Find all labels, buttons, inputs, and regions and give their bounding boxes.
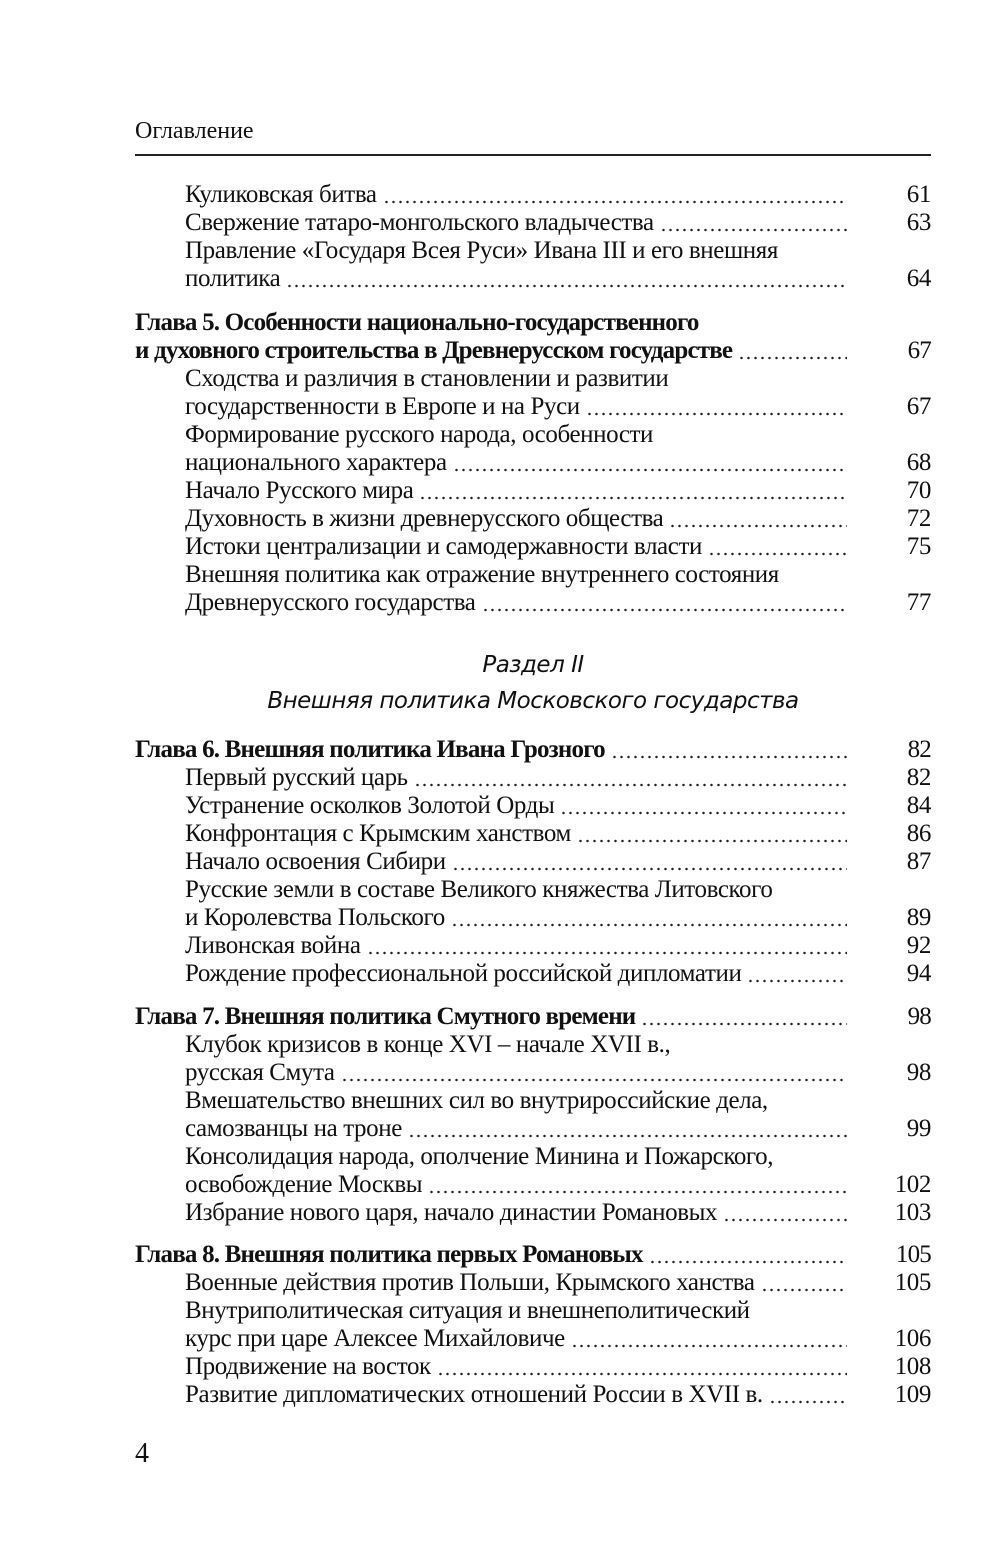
toc-line xyxy=(135,337,931,365)
toc-entry[interactable] xyxy=(135,1143,931,1199)
dot-leader xyxy=(286,284,847,288)
toc-page-number: 70 xyxy=(906,477,931,504)
toc-entry-title: Начало освоения Сибири xyxy=(185,848,446,875)
toc-entry[interactable] xyxy=(135,1269,931,1297)
dot-leader xyxy=(341,1078,847,1082)
toc-line xyxy=(135,477,931,505)
toc-page-number: 86 xyxy=(906,820,931,847)
dot-leader xyxy=(649,1260,847,1264)
dot-leader xyxy=(383,200,847,204)
dot-leader xyxy=(641,1022,847,1026)
toc-line xyxy=(135,848,931,876)
toc-entry[interactable] xyxy=(135,1381,931,1409)
section-title: Раздел II xyxy=(482,652,584,678)
toc-line xyxy=(135,589,931,617)
toc-entry-title: Продвижение на восток xyxy=(185,1353,431,1380)
toc-line xyxy=(135,1199,931,1227)
toc-entry-title: и духовного строительства в Древнерусском государстве xyxy=(135,337,733,364)
toc-line xyxy=(135,736,931,764)
toc-page-number: 98 xyxy=(907,1003,931,1030)
toc-entry-title: Свержение татаро-монгольского владычества xyxy=(185,209,654,236)
toc-entry-title: Ливонская война xyxy=(185,932,361,959)
toc-line xyxy=(135,209,931,237)
dot-leader xyxy=(577,839,847,843)
page-number: 4 xyxy=(135,1438,149,1469)
header-rule xyxy=(135,154,931,156)
toc-page-number: 82 xyxy=(906,764,931,791)
toc-chapter-entry[interactable] xyxy=(135,309,931,365)
toc-line: Вмешательство внешних сил во внутрироссийские дела, xyxy=(185,1087,768,1114)
toc-line: Правление «Государя Всея Руси» Ивана III и его внешняя xyxy=(185,237,778,264)
dot-leader xyxy=(560,811,847,815)
toc-entry-title: Конфронтация с Крымским ханством xyxy=(185,820,571,847)
toc-entry-title: Развитие дипломатических отношений России в XVII в. xyxy=(185,1381,763,1408)
toc-page-number: 94 xyxy=(906,960,931,987)
toc-page-number: 67 xyxy=(907,337,931,364)
toc-entry[interactable] xyxy=(135,1087,931,1143)
toc-page-number: 61 xyxy=(906,181,931,208)
dot-leader xyxy=(660,228,847,232)
toc-group-chapter-8 xyxy=(135,1241,931,1409)
toc-line xyxy=(135,265,931,293)
toc-page-number: 89 xyxy=(906,904,931,931)
dot-leader xyxy=(482,608,847,612)
toc-page-number: 103 xyxy=(894,1199,931,1226)
toc-line xyxy=(135,393,931,421)
toc-entry-title: Куликовская битва xyxy=(185,181,377,208)
toc-page-number: 77 xyxy=(906,589,931,616)
toc-line: Сходства и различия в становлении и развитии xyxy=(185,365,669,392)
dot-leader xyxy=(419,496,847,500)
toc-line xyxy=(135,932,931,960)
toc-line: Внутриполитическая ситуация и внешнеполитический xyxy=(185,1297,750,1324)
toc-page-number: 75 xyxy=(906,533,931,560)
toc-entry-title: Истоки централизации и самодержавности власти xyxy=(185,533,702,560)
toc-entry[interactable] xyxy=(135,792,931,820)
toc-chapter-entry[interactable] xyxy=(135,1241,931,1269)
dot-leader xyxy=(451,923,847,927)
toc-entry-title: Первый русский царь xyxy=(185,764,408,791)
dot-leader xyxy=(738,356,847,360)
toc-group-chapter-7 xyxy=(135,1003,931,1227)
toc-line xyxy=(135,1003,931,1031)
dot-leader xyxy=(669,524,847,528)
dot-leader xyxy=(408,1134,847,1138)
toc-page-number: 98 xyxy=(906,1059,931,1086)
toc-line xyxy=(135,1353,931,1381)
toc-chapter-entry[interactable] xyxy=(135,736,931,764)
toc-entry-title: Древнерусского государства xyxy=(185,589,476,616)
toc-entry[interactable] xyxy=(135,181,931,209)
toc-line xyxy=(135,449,931,477)
toc-line xyxy=(135,1059,931,1087)
section-subtitle: Внешняя политика Московского государства xyxy=(267,688,799,714)
toc-entry[interactable] xyxy=(135,764,931,792)
toc-entry-title: национального характера xyxy=(185,449,447,476)
toc-entry-title: Военные действия против Польши, Крымского ханства xyxy=(185,1269,755,1296)
toc-entry[interactable] xyxy=(135,1199,931,1227)
toc-line xyxy=(135,533,931,561)
toc-entry-title: государственности в Европе и на Руси xyxy=(185,393,580,420)
toc-line: Формирование русского народа, особенности xyxy=(185,421,654,448)
toc-entry-title: Глава 8. Внешняя политика первых Романовых xyxy=(135,1241,643,1268)
toc-line xyxy=(135,904,931,932)
toc-line xyxy=(135,1325,931,1353)
toc-page-number: 102 xyxy=(894,1171,931,1198)
toc-line xyxy=(135,1115,931,1143)
toc-page-number: 68 xyxy=(906,449,931,476)
toc-entry[interactable] xyxy=(135,1031,931,1087)
toc-page-number: 108 xyxy=(894,1353,931,1380)
dot-leader xyxy=(723,1218,847,1222)
dot-leader xyxy=(452,867,847,871)
toc-entry[interactable] xyxy=(135,1297,931,1353)
toc-line: Глава 5. Особенности национально-государственного xyxy=(135,309,699,336)
toc-entry[interactable] xyxy=(135,960,931,988)
toc-entry[interactable] xyxy=(135,477,931,505)
toc-chapter-entry[interactable] xyxy=(135,1003,931,1031)
toc-entry[interactable] xyxy=(135,237,931,293)
toc-page-number: 99 xyxy=(906,1115,931,1142)
dot-leader xyxy=(611,755,847,759)
toc-page-number: 82 xyxy=(907,736,931,763)
toc-line xyxy=(135,1381,931,1409)
toc-page-number: 106 xyxy=(894,1325,931,1352)
toc-entry-title: Устранение осколков Золотой Орды xyxy=(185,792,555,819)
toc-entry-title: Глава 7. Внешняя политика Смутного времени xyxy=(135,1003,636,1030)
toc-entry-title: освобождение Москвы xyxy=(185,1171,423,1198)
toc-entry[interactable] xyxy=(135,365,931,421)
toc-line xyxy=(135,764,931,792)
dot-leader xyxy=(769,1400,847,1404)
toc-entry-title: политика xyxy=(185,265,281,292)
toc-line: Клубок кризисов в конце XVI – начале XVII в., xyxy=(185,1031,671,1058)
toc-page-number: 84 xyxy=(906,792,931,819)
toc-entry-title: самозванцы на троне xyxy=(185,1115,402,1142)
toc-page-number: 105 xyxy=(895,1241,931,1268)
toc-entry-title: Начало Русского мира xyxy=(185,477,414,504)
toc-entry-title: и Королевства Польского xyxy=(185,904,445,931)
toc-entry[interactable] xyxy=(135,848,931,876)
dot-leader xyxy=(747,979,847,983)
toc-line xyxy=(135,1241,931,1269)
dot-leader xyxy=(571,1344,847,1348)
dot-leader xyxy=(453,468,847,472)
toc-entry-title: Духовность в жизни древнерусского общества xyxy=(185,505,664,532)
toc-page-number: 92 xyxy=(906,932,931,959)
toc-page-number: 87 xyxy=(906,848,931,875)
toc-line xyxy=(135,1171,931,1199)
toc-page-number: 105 xyxy=(894,1269,931,1296)
toc-line xyxy=(135,960,931,988)
toc-line: Консолидация народа, ополчение Минина и Пожарского, xyxy=(185,1143,774,1170)
toc-entry[interactable] xyxy=(135,561,931,617)
dot-leader xyxy=(367,951,847,955)
toc-entry[interactable] xyxy=(135,421,931,477)
toc-page-number: 64 xyxy=(906,265,931,292)
toc-page-number: 67 xyxy=(906,393,931,420)
toc-entry-title: Избрание нового царя, начало династии Романовых xyxy=(185,1199,718,1226)
toc-entry-title: курс при царе Алексее Михайловиче xyxy=(185,1325,565,1352)
toc-entry[interactable] xyxy=(135,209,931,237)
toc-line xyxy=(135,1269,931,1297)
toc-line xyxy=(135,181,931,209)
dot-leader xyxy=(761,1288,847,1292)
toc-line xyxy=(135,505,931,533)
toc-entry[interactable] xyxy=(135,820,931,848)
toc-entry-title: Глава 6. Внешняя политика Ивана Грозного xyxy=(135,736,605,763)
toc-entry[interactable] xyxy=(135,1353,931,1381)
toc-group xyxy=(135,181,931,293)
running-head: Оглавление xyxy=(135,118,254,144)
toc-page-number: 72 xyxy=(906,505,931,532)
toc-entry[interactable] xyxy=(135,533,931,561)
toc-line xyxy=(135,792,931,820)
dot-leader xyxy=(414,783,847,787)
dot-leader xyxy=(428,1190,847,1194)
dot-leader xyxy=(437,1372,847,1376)
toc-page-number: 63 xyxy=(906,209,931,236)
toc-line xyxy=(135,820,931,848)
toc-group-chapter-5 xyxy=(135,309,931,617)
toc-entry-title: Рождение профессиональной российской дипломатии xyxy=(185,960,742,987)
toc-entry[interactable] xyxy=(135,876,931,932)
toc-line: Русские земли в составе Великого княжества Литовского xyxy=(185,876,773,903)
toc-line: Внешняя политика как отражение внутреннего состояния xyxy=(185,561,779,588)
toc-entry[interactable] xyxy=(135,505,931,533)
toc-entry-title: русская Смута xyxy=(185,1059,335,1086)
dot-leader xyxy=(708,552,847,556)
dot-leader xyxy=(586,412,847,416)
toc-entry[interactable] xyxy=(135,932,931,960)
toc-page-number: 109 xyxy=(894,1381,931,1408)
toc-group-chapter-6 xyxy=(135,736,931,988)
